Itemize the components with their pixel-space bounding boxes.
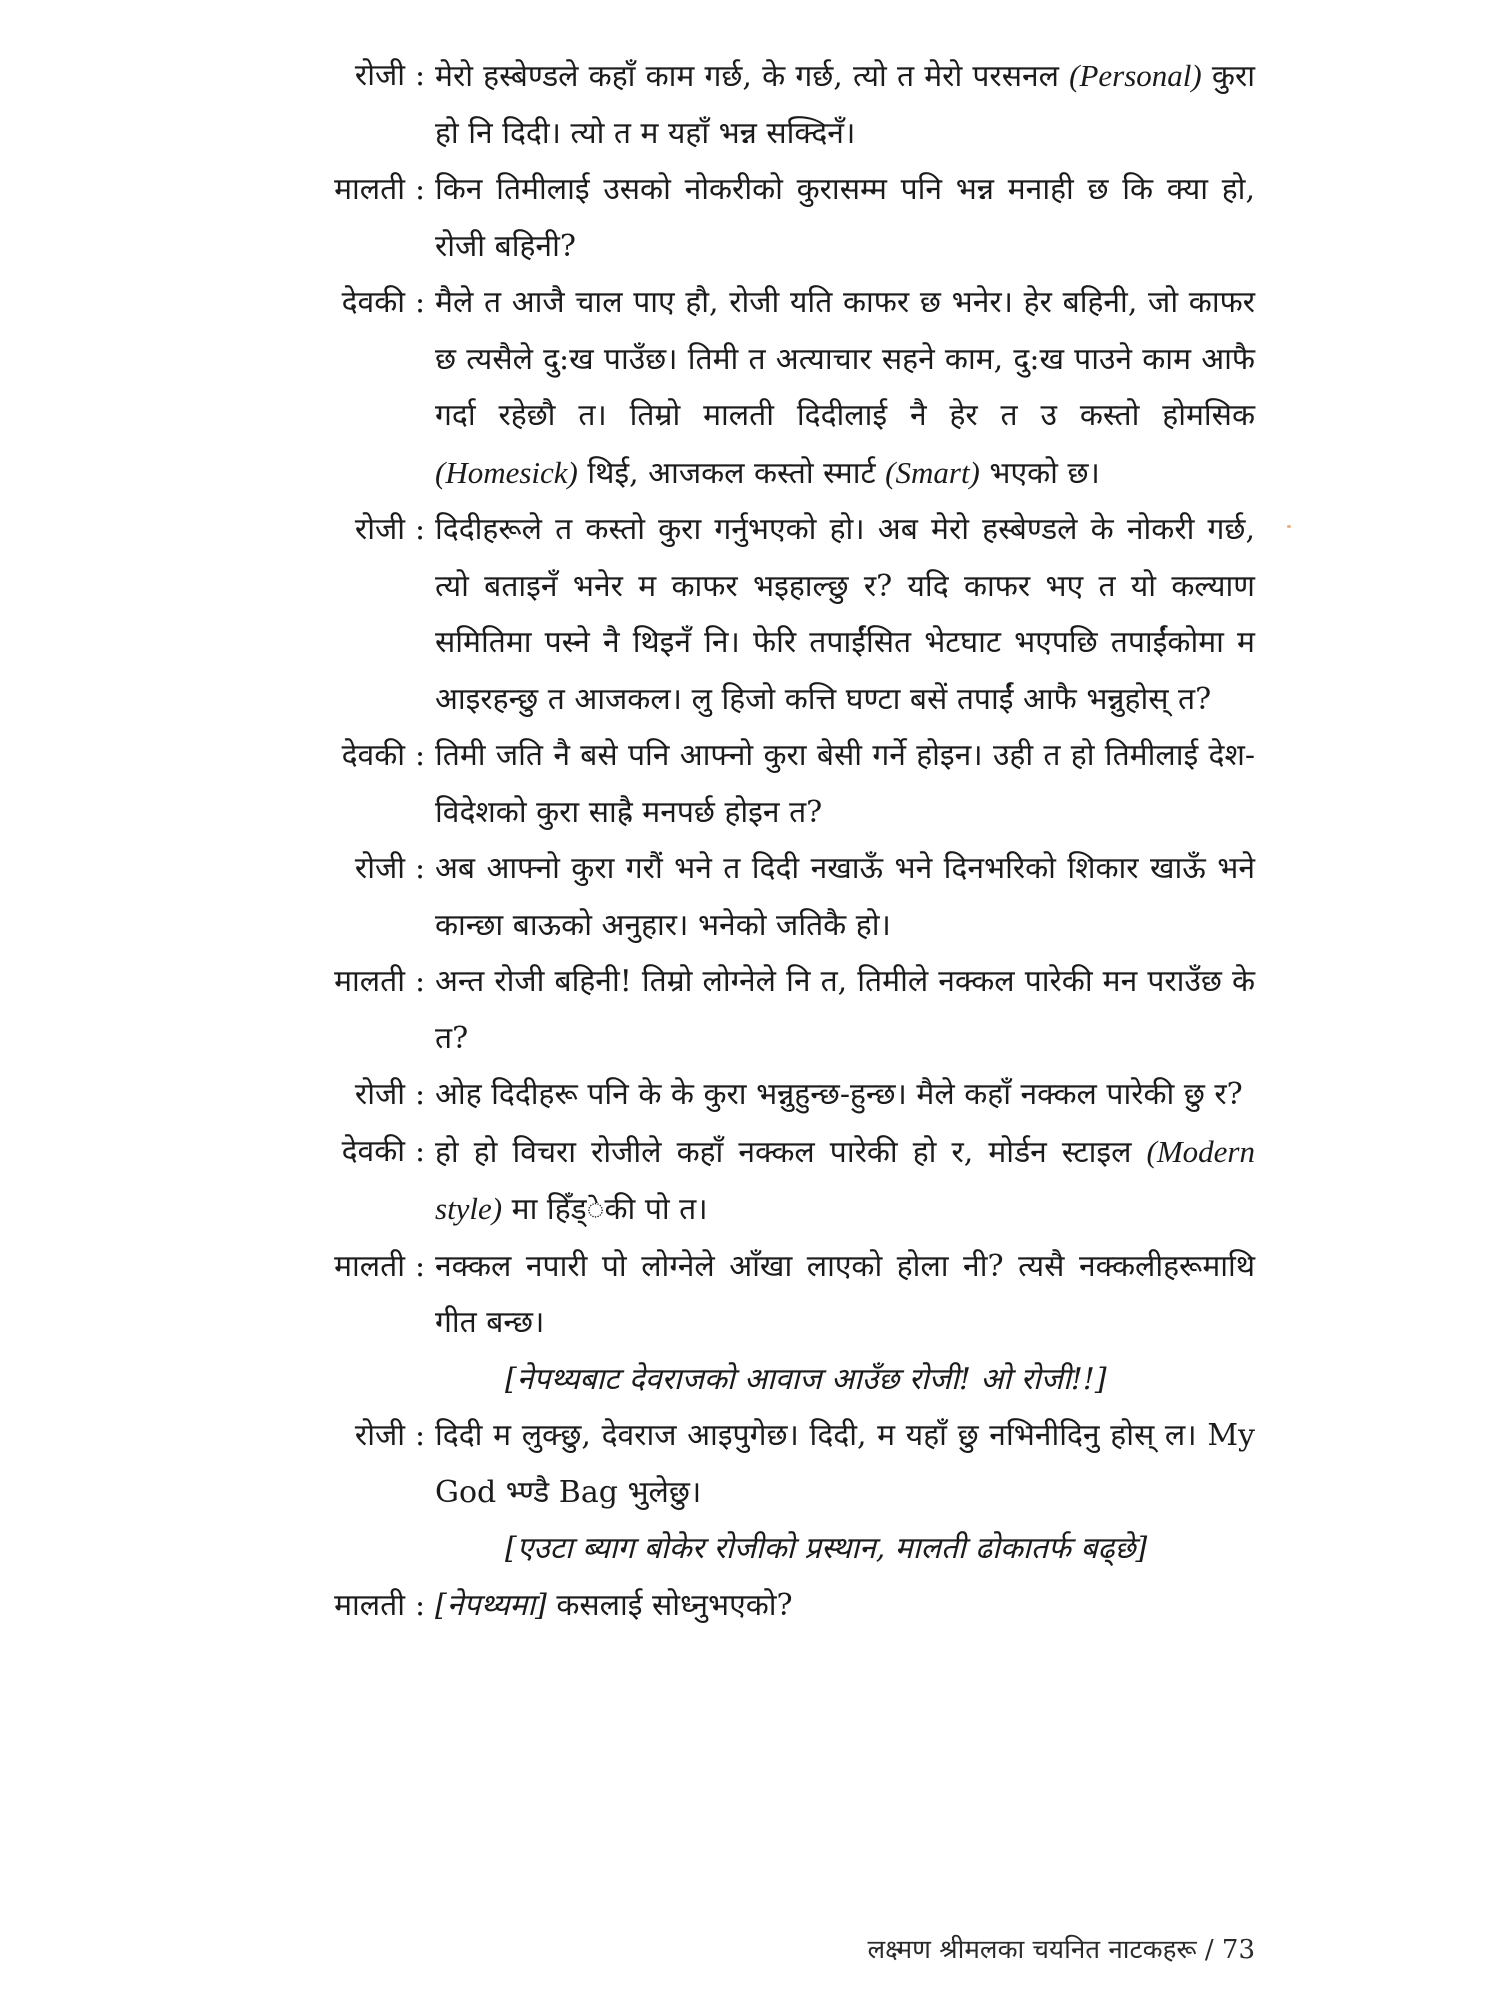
dialogue-block <box>270 48 1255 1634</box>
speaker-name: रोजी <box>354 58 405 93</box>
stage-direction <box>435 1352 1255 1409</box>
speaker-colon: : <box>414 851 426 886</box>
speech-text: मैले त आजै चाल पाए हौ, रोजी यति काफर छ भनेर। हेर बहिनी, जो काफर छ त्यसैले दु:ख पाउँछ। तिमी त अत्याचार सहने काम, दु:ख पाउने काम आफै गर्दा रहेछौ त। तिम्रो मालती दिदीलाई नै हेर त उ कस्तो होमसिक (Homesick) थिई, आजकल कस्तो स्मार्ट (Smart) भएको छ। <box>435 285 1255 491</box>
speech-text: किन तिमीलाई उसको नोकरीको कुरासम्म पनि भन्न मनाही छ कि क्या हो, रोजी बहिनी? <box>435 172 1255 264</box>
speech-text: दिदी म लुक्छु, देवराज आइपुगेछ। दिदी, म यहाँ छु नभिनीदिनु होस् ल। My God भ्ण्डै Bag भुलेछु। <box>435 1418 1255 1510</box>
speaker-colon: : <box>414 172 426 207</box>
dialogue-line <box>270 275 1255 502</box>
speech-text: मेरो हस्बेण्डले कहाँ काम गर्छ, के गर्छ, त्यो त मेरो परसनल (Personal) कुरा हो नि दिदी। त्यो त म यहाँ भन्न सक्दिनँ। <box>435 58 1255 151</box>
dialogue-line <box>270 728 1255 841</box>
stage-direction-text: [नेपथ्यबाट देवराजको आवाज आउँछ रोजी! ओ रोजी!!] <box>505 1361 1107 1397</box>
speech-text: दिदीहरूले त कस्तो कुरा गर्नुभएको हो। अब मेरो हस्बेण्डले के नोकरी गर्छ, त्यो बताइनँ भनेर म काफर भइहाल्छु र? यदि काफर भए त यो कल्याण समितिमा पस्ने नै थिइनँ नि। फेरि तपाईंसित भेटघाट भएपछि तपाईंकोमा म आइरहन्छु त आजकल। लु हिजो कत्ति घण्टा बसें तपाईं आफै भन्नुहोस् त? <box>435 512 1255 717</box>
speaker-name: देवकी <box>341 738 405 773</box>
speaker-colon: : <box>414 1133 426 1169</box>
speaker-colon: : <box>414 1587 426 1623</box>
speech-text: ओह दिदीहरू पनि के के कुरा भन्नुहुन्छ-हुन्छ। मैले कहाँ नक्कल पारेकी छु र? <box>435 1077 1243 1112</box>
english-gloss: (Modern style) <box>435 1133 1255 1226</box>
dialogue-line <box>270 954 1255 1067</box>
speech-text: नक्कल नपारी पो लोग्नेले आँखा लाएको होला नी? त्यसै नक्कलीहरूमाथि गीत बन्छ। <box>435 1248 1255 1340</box>
speaker-colon: : <box>414 738 426 773</box>
english-gloss: (Personal) <box>1069 58 1202 93</box>
speaker-colon: : <box>414 964 426 999</box>
speech-text: अब आफ्नो कुरा गरौं भने त दिदी नखाऊँ भने दिनभरिको शिकार खाऊँ भने कान्छा बाऊको अनुहार। भनेको जतिकै हो। <box>435 851 1255 943</box>
dialogue-line <box>270 1578 1255 1635</box>
speaker-name: मालती <box>334 172 405 207</box>
inline-stage-direction: [नेपथ्यमा] <box>435 1587 547 1623</box>
speaker-name: मालती <box>334 964 405 999</box>
dialogue-line <box>270 502 1255 728</box>
speaker-colon: : <box>414 1077 426 1112</box>
speech-text: तिमी जति नै बसे पनि आफ्नो कुरा बेसी गर्ने होइन। उही त हो तिमीलाई देश-विदेशको कुरा साह्रै मनपर्छ होइन त? <box>435 738 1255 830</box>
dialogue-line <box>270 841 1255 954</box>
speech-text: [नेपथ्यमा] कसलाई सोध्नुभएको? <box>435 1587 793 1623</box>
speech-text: अन्त रोजी बहिनी! तिम्रो लोग्नेले नि त, तिमीले नक्कल पारेकी मन पराउँछ के त? <box>435 964 1255 1056</box>
english-gloss: (Smart) <box>885 454 980 490</box>
dialogue-line <box>270 1408 1255 1521</box>
speaker-colon: : <box>414 58 426 93</box>
english-gloss: (Homesick) <box>435 454 578 490</box>
speaker-name: रोजी <box>354 512 405 547</box>
paper-speck <box>1287 525 1291 528</box>
speaker-name: देवकी <box>341 285 405 320</box>
speaker-name: रोजी <box>354 1077 405 1112</box>
speaker-name: देवकी <box>341 1133 405 1169</box>
speaker-name: रोजी <box>354 851 405 886</box>
page-footer: लक्ष्मण श्रीमलका चयनित नाटकहरू / 73 <box>867 1935 1255 1965</box>
stage-direction <box>435 1521 1255 1578</box>
speaker-colon: : <box>414 1418 426 1453</box>
speaker-name: मालती <box>334 1248 405 1284</box>
dialogue-line <box>270 162 1255 275</box>
dialogue-line <box>270 1239 1255 1352</box>
speaker-colon: : <box>414 1248 426 1284</box>
dialogue-line <box>270 1067 1255 1124</box>
speaker-name: मालती <box>334 1587 405 1623</box>
dialogue-line <box>270 1124 1255 1239</box>
speech-text: हो हो विचरा रोजीले कहाँ नक्कल पारेकी हो र, मोर्डन स्टाइल (Modern style) मा हिँड्ेकी पो त। <box>435 1133 1255 1227</box>
stage-direction-text: [एउटा ब्याग बोकेर रोजीको प्रस्थान, मालती ढोकातर्फ बढ्छे] <box>505 1531 1148 1566</box>
speaker-name: रोजी <box>354 1418 405 1453</box>
dialogue-line <box>270 48 1255 162</box>
speaker-colon: : <box>414 512 426 547</box>
speaker-colon: : <box>414 285 426 320</box>
